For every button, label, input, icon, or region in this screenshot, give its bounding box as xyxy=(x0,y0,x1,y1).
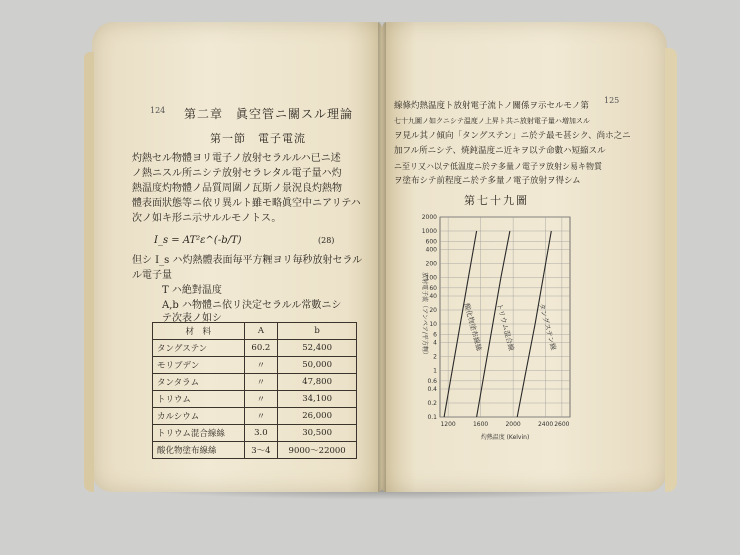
page-number-right: 125 xyxy=(604,96,620,105)
where-line-1: 但シ I_s ハ灼熱體表面毎平方糎ヨリ毎秒放射セラル xyxy=(132,255,363,266)
chapter-heading: 第二章 眞空管ニ關スル理論 xyxy=(184,107,354,121)
y-tick-label: 40 xyxy=(429,293,437,301)
y-tick-label: 2 xyxy=(433,353,437,361)
table-cell: 26,000 xyxy=(278,408,357,425)
figure-title: 第七十九圖 xyxy=(464,194,529,207)
y-tick-label: 2000 xyxy=(421,214,437,221)
y-tick-label: 0.6 xyxy=(427,377,437,385)
right-page-edge xyxy=(665,48,677,492)
table-cell: 60.2 xyxy=(244,340,278,357)
series-label: タングステン線 xyxy=(537,302,558,352)
table-cell: 30,500 xyxy=(278,425,357,442)
y-tick-label: 20 xyxy=(429,307,437,315)
page-number-left: 124 xyxy=(150,106,166,115)
y-tick-label: 10 xyxy=(429,320,437,328)
paragraph-line-2: ノ熱ニスル所ニシテ放射セラレタル電子量ハ灼 xyxy=(132,168,342,179)
table-cell: 52,400 xyxy=(278,340,357,357)
x-tick-label: 2600 xyxy=(554,421,570,428)
where-line-3: T ハ絶對温度 xyxy=(162,285,222,296)
table-cell: 〃 xyxy=(244,357,278,374)
series-label: トリウム混合線 xyxy=(494,302,516,352)
table-cell: タングステン xyxy=(153,340,245,357)
left-page-edge xyxy=(84,52,94,492)
x-tick-label: 1200 xyxy=(440,421,456,428)
x-tick-label: 2400 xyxy=(537,421,554,428)
table-cell: 50,000 xyxy=(278,357,357,374)
emission-chart xyxy=(315,195,595,455)
table-header: A xyxy=(244,323,278,340)
series-labels xyxy=(462,302,558,353)
y-tick-label: 1000 xyxy=(421,227,437,235)
paragraph-line-5: 次ノ如キ形ニ示サルルモノトス。 xyxy=(132,213,282,224)
right-paragraph-line-1: 線條灼熱温度ト放射電子流トノ關係ヲ示セルモノ第 xyxy=(394,101,589,111)
x-axis-label: 灼熱温度 (Kelvin) xyxy=(480,434,530,441)
where-line-2: ル電子量 xyxy=(132,270,172,281)
y-tick-label: 100 xyxy=(425,274,437,282)
x-tick-label: 1600 xyxy=(472,421,489,428)
y-tick-label: 0.2 xyxy=(427,400,437,408)
right-paragraph-line-6: ヲ塗布シテ前程度ニ於テ多量ノ電子放射ヲ得シム xyxy=(394,176,581,186)
right-paragraph-line-4: 加フル所ニシテ、焼鈍温度ニ近キヲ以テ命數ハ短縮スル xyxy=(394,146,606,156)
where-line-5: テ次表ノ如シ xyxy=(162,313,222,324)
where-line-4: A,b ハ物體ニ依リ決定セラルル常數ニシ xyxy=(162,300,342,311)
table-cell: 34,100 xyxy=(278,391,357,408)
table-cell: 3.0 xyxy=(244,425,278,442)
table-cell: モリブデン xyxy=(153,357,245,374)
y-tick-label: 1 xyxy=(433,367,437,375)
table-cell: タンタラム xyxy=(153,374,245,391)
y-tick-label: 600 xyxy=(425,238,437,246)
y-tick-label: 0.4 xyxy=(427,386,437,394)
paragraph-line-3: 熱温度灼物體ノ品質周圍ノ瓦斯ノ景況良灼熱物 xyxy=(132,183,342,194)
y-axis-label: 放射電子流（アンペア/平方糎） xyxy=(421,272,428,358)
table-header: b xyxy=(278,323,357,340)
x-tick-label: 2000 xyxy=(505,421,521,428)
table-cell: トリウム混合線絲 xyxy=(153,425,245,442)
right-paragraph-line-5: ニ至リ又ハ以テ低温度ニ於テ多量ノ電子ヲ放射シ易キ物質 xyxy=(394,162,602,171)
table-header: 材 料 xyxy=(153,323,245,340)
right-paragraph-line-3: ヲ見ル其ノ傾向「タングステン」ニ於テ最モ甚シク、尚ホ之ニ xyxy=(394,131,631,141)
y-tick-label: 0.1 xyxy=(427,414,437,421)
table-cell: 酸化物塗布線絲 xyxy=(153,442,245,459)
table-cell: 3〜4 xyxy=(244,442,278,459)
paragraph-line-1: 灼熱セル物體ヨリ電子ノ放射セラルルハ已ニ述 xyxy=(132,153,341,164)
table-cell: 〃 xyxy=(244,391,278,408)
table-cell: トリウム xyxy=(153,391,245,408)
formula: I_s = AT²ε^(-b/T) xyxy=(154,235,242,246)
section-heading: 第一節 電子電流 xyxy=(210,132,306,145)
y-tick-label: 400 xyxy=(425,246,437,254)
y-tick-label: 6 xyxy=(433,331,437,339)
table-cell: 47,800 xyxy=(278,374,357,391)
series-label: 酸化物塗布線絲 xyxy=(462,302,483,352)
table-cell: 9000〜22000 xyxy=(278,442,357,459)
x-tick-labels xyxy=(440,421,569,428)
table-cell: 〃 xyxy=(244,408,278,425)
paragraph-line-4: 體表面狀態等ニ依リ異ルト雖モ略眞空中ニアリテハ xyxy=(132,198,361,209)
right-paragraph-line-2: 七十九圖ノ如クニシテ温度ノ上昇ト共ニ放射電子量ハ増加スル xyxy=(394,117,590,125)
table-cell: 〃 xyxy=(244,374,278,391)
y-tick-label: 60 xyxy=(429,284,437,292)
y-tick-label: 4 xyxy=(433,339,437,347)
formula-number: (28) xyxy=(318,236,335,245)
y-tick-label: 200 xyxy=(425,260,437,268)
table-cell: カルシウム xyxy=(153,408,245,425)
